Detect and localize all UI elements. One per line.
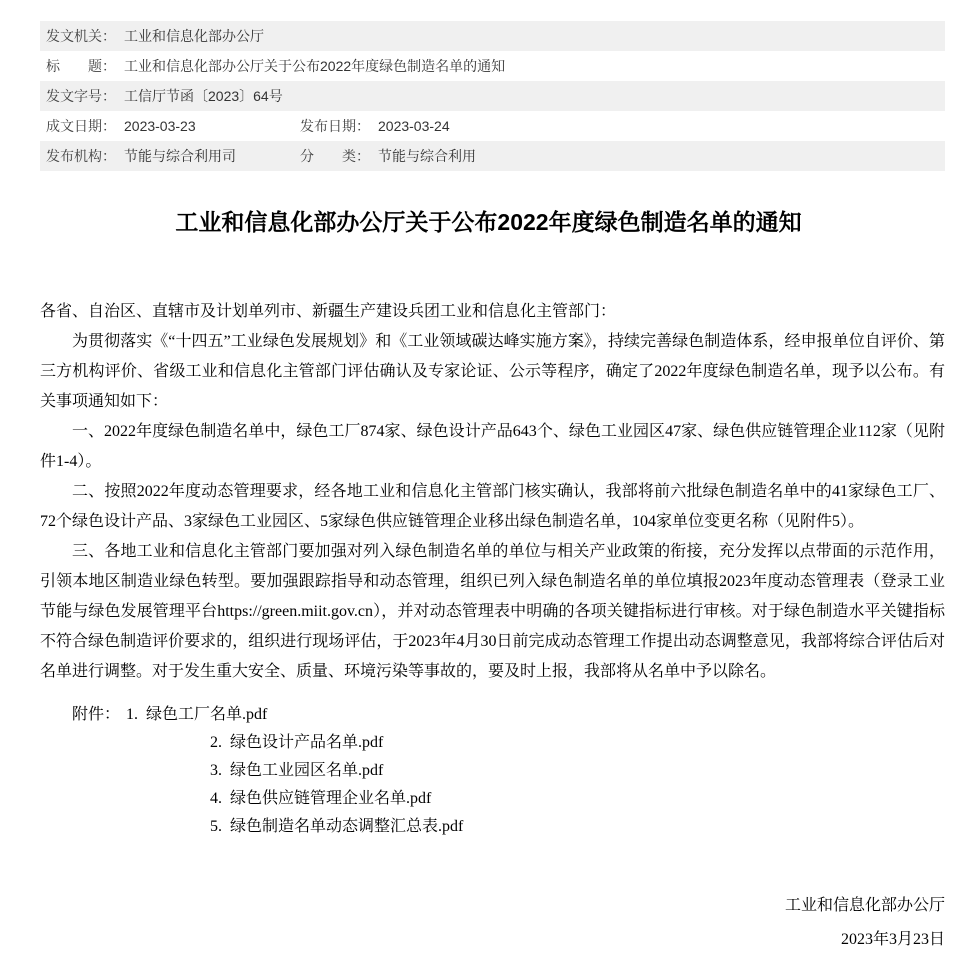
meta-label: 成文日期：: [46, 118, 116, 134]
attachment-line: [210, 813, 945, 841]
attachment-line: [210, 729, 945, 757]
attachment-number: 5.: [210, 818, 222, 835]
meta-cell: [46, 86, 300, 106]
attachment-name: 绿色工厂名单.pdf: [146, 706, 268, 723]
meta-label: 发文字号：: [46, 88, 116, 104]
attachments-label: 附件：: [72, 706, 121, 723]
meta-value: 节能与综合利用司: [124, 148, 236, 164]
meta-value: 节能与综合利用: [378, 148, 476, 164]
attachment-line: [210, 757, 945, 785]
meta-value: 2023-03-23: [124, 118, 196, 134]
meta-row-publisher-category: [40, 141, 945, 171]
attachment-name: 绿色供应链管理企业名单.pdf: [230, 790, 432, 807]
doc-meta-table: [40, 21, 945, 171]
page-title: 工业和信息化部办公厅关于公布2022年度绿色制造名单的通知: [175, 209, 802, 235]
meta-cell: [46, 116, 300, 136]
paragraph-intro: 为贯彻落实《“十四五”工业绿色发展规划》和《工业领域碳达峰实施方案》，持续完善绿色制造体系，经申报单位自评价、第三方机构评价、省级工业和信息化主管部门评估确认及专家论证、公示等程序，确定了2022年度绿色制造名单，现予以公布。有关事项通知如下：: [40, 333, 945, 410]
meta-label: 分 类：: [300, 148, 370, 164]
attachment-link-green-design-product[interactable]: [210, 734, 383, 751]
paragraph-item-1: 一、2022年度绿色制造名单中，绿色工厂874家、绿色设计产品643个、绿色工业园区47家、绿色供应链管理企业112家（见附件1-4）。: [40, 423, 945, 470]
attachment-link-dynamic-adjustment-summary[interactable]: [210, 818, 463, 835]
attachment-name: 绿色工业园区名单.pdf: [230, 762, 384, 779]
meta-row-title: [40, 51, 945, 81]
attachment-link-green-factory[interactable]: [126, 706, 267, 723]
attachment-line: [72, 701, 945, 729]
meta-label: 标 题：: [46, 58, 116, 74]
meta-value: 工业和信息化部办公厅关于公布2022年度绿色制造名单的通知: [124, 58, 506, 74]
meta-label: 发布日期：: [300, 118, 370, 134]
signature-block: [0, 889, 945, 957]
signature-org: 工业和信息化部办公厅: [784, 897, 945, 914]
meta-cell: [300, 116, 450, 136]
attachment-name: 绿色制造名单动态调整汇总表.pdf: [230, 818, 464, 835]
meta-row-dates: [40, 111, 945, 141]
attachment-number: 1.: [126, 706, 139, 723]
meta-cell: [46, 26, 300, 46]
doc-body: [40, 297, 945, 687]
attachment-number: 4.: [210, 790, 222, 807]
meta-row-issuing-agency: [40, 21, 945, 51]
paragraph-item-2: 二、按照2022年度动态管理要求，经各地工业和信息化主管部门核实确认，我部将前六批绿色制造名单中的41家绿色工厂、72个绿色设计产品、3家绿色工业园区、5家绿色供应链管理企业移出绿色制造名单，104家单位变更名称（见附件5）。: [40, 483, 945, 530]
attachment-link-green-supply-chain[interactable]: [210, 790, 431, 807]
salutation: 各省、自治区、直辖市及计划单列市、新疆生产建设兵团工业和信息化主管部门：: [40, 303, 617, 320]
meta-cell: [300, 146, 476, 166]
meta-cell: [46, 146, 300, 166]
meta-cell: [46, 56, 506, 76]
attachment-line: [210, 785, 945, 813]
attachment-name: 绿色设计产品名单.pdf: [230, 734, 384, 751]
paragraph-item-3: 三、各地工业和信息化主管部门要加强对列入绿色制造名单的单位与相关产业政策的衔接，充分发挥以点带面的示范作用，引领本地区制造业绿色转型。要加强跟踪指导和动态管理，组织已列入绿色制造名单的单位填报2023年度动态管理表（登录工业节能与绿色发展管理平台https://green.miit.gov.cn），并对动态管理表中明确的各项关键指标进行审核。对于绿色制造水平关键指标不符合绿色制造评价要求的，组织进行现场评估，于2023年4月30日前完成动态管理工作提出动态调整意见，我部将综合评估后对名单进行调整。对于发生重大安全、质量、环境污染等事故的，要及时上报，我部将从名单中予以除名。: [40, 543, 945, 680]
signature-date: 2023年3月23日: [840, 931, 945, 948]
meta-value: 工信厅节函〔2023〕64号: [124, 88, 283, 104]
attachment-link-green-industrial-park[interactable]: [210, 762, 383, 779]
attachments-list: [72, 701, 945, 841]
meta-label: 发布机构：: [46, 148, 116, 164]
meta-label: 发文机关：: [46, 28, 116, 44]
meta-value: 2023-03-24: [378, 118, 450, 134]
meta-row-doc-number: [40, 81, 945, 111]
meta-value: 工业和信息化部办公厅: [124, 28, 264, 44]
attachment-number: 2.: [210, 734, 222, 751]
attachment-number: 3.: [210, 762, 222, 779]
